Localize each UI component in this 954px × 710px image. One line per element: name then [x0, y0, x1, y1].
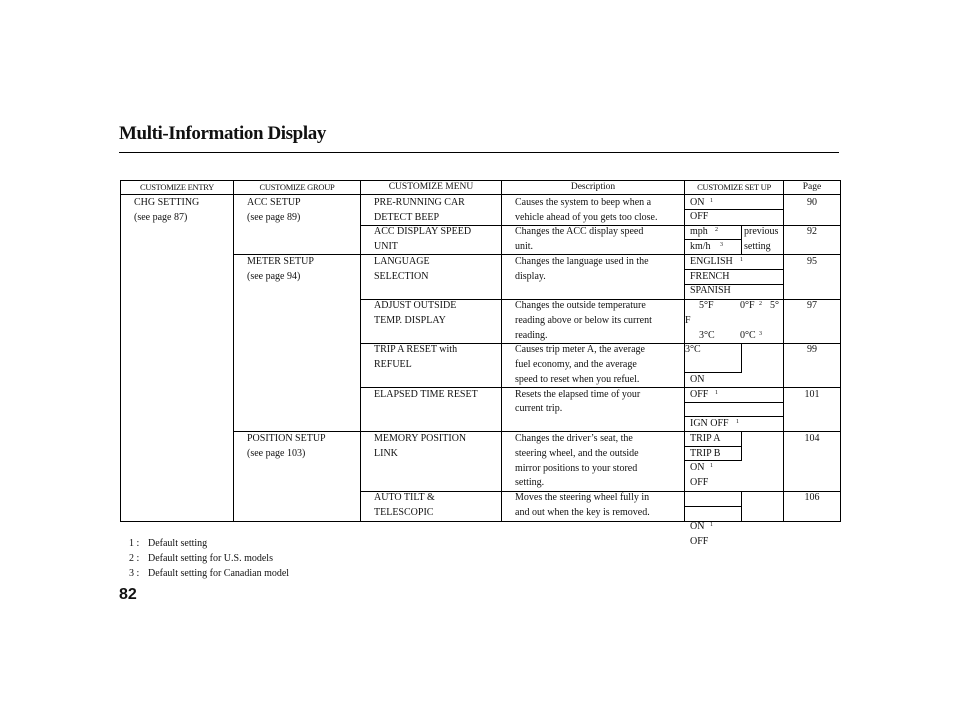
description-text: Changes the driver’s seat, the: [515, 433, 633, 444]
header-entry: CUSTOMIZE ENTRY: [140, 182, 214, 192]
footnote-mark: 2: [715, 227, 718, 233]
group-acc: ACC SETUP: [247, 197, 301, 208]
option-temp: 3°C: [685, 344, 701, 355]
option-temp: 0°C: [740, 330, 756, 341]
footnote-mark: 3 :: [129, 568, 140, 579]
page-ref: 104: [804, 433, 820, 444]
option-temp: 3°C: [699, 330, 715, 341]
footnote-mark: 3: [720, 242, 723, 248]
description-text: current trip.: [515, 403, 563, 414]
option-temp: 5°: [770, 300, 779, 311]
option-temp: F: [685, 315, 691, 326]
menu-label: DETECT BEEP: [374, 212, 440, 223]
description-text: reading above or below its current: [515, 315, 652, 326]
entry-name: CHG SETTING: [134, 197, 200, 208]
group-meter: METER SETUP: [247, 256, 314, 267]
description-text: and out when the key is removed.: [515, 507, 650, 518]
title-rule: [119, 152, 839, 153]
table-border-bottom: [120, 521, 841, 522]
footnote-mark: 1: [736, 419, 739, 425]
option-divider: [684, 402, 783, 403]
option-trip-a: TRIP A: [690, 433, 721, 444]
description-text: setting.: [515, 477, 545, 488]
option-spanish: SPANISH: [690, 285, 731, 296]
option-divider: [741, 225, 742, 254]
header-setup: CUSTOMIZE SET UP: [697, 182, 771, 192]
page-ref: 97: [807, 300, 817, 311]
page-ref: 106: [804, 492, 820, 503]
menu-label: LINK: [374, 448, 398, 459]
page-ref: 92: [807, 226, 817, 237]
page-number: 82: [119, 586, 137, 603]
option-temp: 5°F: [699, 300, 714, 311]
menu-label: TRIP A RESET with: [374, 344, 458, 355]
menu-label: REFUEL: [374, 359, 412, 370]
footnote-mark: 1: [740, 257, 743, 263]
footnote-mark: 1 :: [129, 538, 140, 549]
group-acc-ref: (see page 89): [247, 212, 301, 223]
description-text: steering wheel, and the outside: [515, 448, 639, 459]
page-ref: 95: [807, 256, 817, 267]
menu-label: AUTO TILT &: [374, 492, 435, 503]
option-french: FRENCH: [690, 271, 730, 282]
option-on: ON: [690, 462, 705, 473]
col-divider: [840, 180, 841, 522]
description-text: speed to reset when you refuel.: [515, 374, 640, 385]
description-text: Causes trip meter A, the average: [515, 344, 645, 355]
description-text: Changes the outside temperature: [515, 300, 646, 311]
option-off: OFF: [690, 211, 709, 222]
menu-label: PRE-RUNNING CAR: [374, 197, 465, 208]
header-description: Description: [570, 182, 616, 192]
option-on: ON: [690, 374, 705, 385]
header-page: Page: [802, 182, 822, 192]
footnote-mark: 3: [759, 331, 762, 337]
description-text: reading.: [515, 330, 548, 341]
footnote-text: Default setting for U.S. models: [148, 553, 273, 564]
description-text: Changes the language used in the: [515, 256, 649, 267]
header-group: CUSTOMIZE GROUP: [259, 182, 335, 192]
description-text: unit.: [515, 241, 534, 252]
option-divider: [741, 431, 742, 461]
header-menu: CUSTOMIZE MENU: [388, 182, 474, 192]
option-on: ON: [690, 197, 705, 208]
footnote-text: Default setting for Canadian model: [148, 568, 290, 579]
page-ref: 99: [807, 344, 817, 355]
footnote-text: Default setting: [148, 538, 208, 549]
option-mph: mph: [690, 226, 708, 237]
description-text: Changes the ACC display speed: [515, 226, 644, 237]
page-ref: 101: [804, 389, 820, 400]
option-trip-b: TRIP B: [690, 448, 721, 459]
option-off: OFF: [690, 477, 709, 488]
option-kmh: km/h: [690, 241, 711, 252]
option-divider: [741, 491, 742, 522]
footnote-mark: 2 :: [129, 553, 140, 564]
description-text: fuel economy, and the average: [515, 359, 637, 370]
footnote-mark: 1: [710, 522, 713, 528]
option-english: ENGLISH: [690, 256, 733, 267]
footnote-mark: 2: [759, 301, 762, 307]
footnote-mark: 1: [710, 463, 713, 469]
col-divider: [120, 180, 121, 522]
option-off: OFF: [690, 389, 709, 400]
menu-label: ELAPSED TIME RESET: [374, 389, 478, 400]
description-text: vehicle ahead of you gets too close.: [515, 212, 658, 223]
description-text: mirror positions to your stored: [515, 463, 638, 474]
menu-label: ADJUST OUTSIDE: [374, 300, 457, 311]
menu-label: MEMORY POSITION: [374, 433, 467, 444]
option-ign-off: IGN OFF: [690, 418, 729, 429]
description-text: Resets the elapsed time of your: [515, 389, 641, 400]
col-divider: [501, 180, 502, 522]
group-position-ref: (see page 103): [247, 448, 306, 459]
description-text: Causes the system to beep when a: [515, 197, 652, 208]
option-setting: setting: [744, 241, 771, 252]
entry-ref: (see page 87): [134, 212, 188, 223]
page-title: Multi-Information Display: [119, 123, 326, 144]
option-off: OFF: [690, 536, 709, 547]
menu-label: ACC DISPLAY SPEED: [374, 226, 472, 237]
menu-label: LANGUAGE: [374, 256, 430, 267]
option-previous: previous: [744, 226, 779, 237]
group-meter-ref: (see page 94): [247, 271, 301, 282]
group-position: POSITION SETUP: [247, 433, 326, 444]
option-divider: [684, 506, 741, 507]
menu-label: TELESCOPIC: [374, 507, 434, 518]
description-text: Moves the steering wheel fully in: [515, 492, 650, 503]
col-divider: [360, 180, 361, 522]
menu-label: UNIT: [374, 241, 398, 252]
page-ref: 90: [807, 197, 817, 208]
menu-label: SELECTION: [374, 271, 429, 282]
menu-label: TEMP. DISPLAY: [374, 315, 446, 326]
option-divider: [741, 343, 742, 373]
description-text: display.: [515, 271, 546, 282]
option-on: ON: [690, 521, 705, 532]
footnote-mark: 1: [715, 390, 718, 396]
col-divider: [233, 180, 234, 522]
footnote-mark: 1: [710, 198, 713, 204]
option-temp: 0°F: [740, 300, 755, 311]
